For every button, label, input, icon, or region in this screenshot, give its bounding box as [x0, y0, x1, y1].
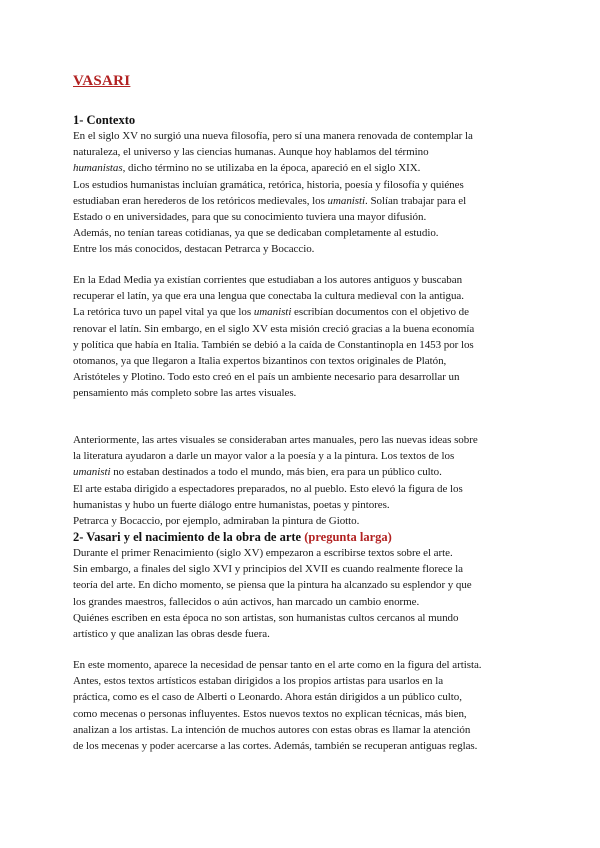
text-line — [73, 160, 535, 176]
text-run: teoría del arte. En dicho momento, se piensa que la pintura ha alcanzado su esplendor y que — [73, 579, 472, 592]
text-line — [73, 497, 535, 513]
text-run: Anteriormente, las artes visuales se consideraban artes manuales, pero las nuevas ideas sobre — [73, 434, 478, 446]
text-run: Petrarca y Bocaccio, por ejemplo, admiraban la pintura de Giotto. — [73, 514, 360, 527]
text-line — [73, 706, 535, 722]
text-line — [73, 626, 535, 642]
text-line — [73, 385, 535, 401]
text-line — [73, 448, 535, 464]
text-line — [73, 193, 535, 209]
text-run: Antes, estos textos artísticos estaban dirigidos a los propios artistas para usarlos en la — [73, 675, 444, 688]
italic-term: umanisti — [253, 306, 292, 319]
text-line — [73, 722, 535, 738]
section-heading-2 — [73, 530, 392, 545]
document-title: VASARI — [73, 73, 131, 89]
text-run: . Solían trabajar para el — [365, 194, 467, 207]
text-run: de los mecenas y poder acercarse a las cortes. Además, también se recuperan antiguas reglas. — [73, 739, 478, 752]
text-line — [73, 738, 535, 754]
italic-term: umanisti — [327, 194, 366, 207]
text-line — [73, 304, 535, 320]
text-run: no estaban destinados a todo el mundo, más bien, era para un público culto. — [110, 466, 442, 479]
section-heading-tag: (pregunta larga) — [304, 530, 392, 544]
text-line — [73, 481, 535, 497]
text-run: Estado o en universidades, para que su conocimiento tuviera una mayor difusión. — [73, 210, 427, 223]
text-run: Los estudios humanistas incluían gramática, retórica, historia, poesía y filosofía y quiénes — [73, 178, 464, 191]
text-run: los grandes maestros, fallecidos o aún activos, han marcado un cambio enorme. — [73, 595, 420, 608]
text-line — [73, 353, 535, 369]
section-heading-text: 1- Contexto — [73, 113, 136, 127]
text-line — [73, 225, 535, 241]
section-heading-text: 2- Vasari y el nacimiento de la obra de arte — [73, 530, 302, 544]
text-line — [73, 321, 535, 337]
text-run: recuperar el latín, ya que era una lengua que conectaba la cultura medieval con la antigua. — [73, 290, 464, 303]
text-run: como mecenas o personas influyentes. Estos nuevos textos no explican técnicas, más bien, — [73, 707, 467, 720]
text-line — [73, 594, 535, 610]
section-2-paragraph-1 — [73, 545, 535, 642]
text-run: Quiénes escriben en esta época no son artistas, son humanistas cultos cercanos al mundo — [73, 611, 459, 624]
text-line — [73, 337, 535, 353]
text-line — [73, 209, 535, 225]
text-line — [73, 432, 535, 448]
text-line — [73, 561, 535, 577]
text-line — [73, 128, 535, 144]
text-line — [73, 513, 535, 529]
text-run: , dicho término no se utilizaba en la época, apareció en el siglo XIX. — [122, 162, 421, 175]
text-run: artístico y que analizan las obras desde fuera. — [73, 627, 270, 640]
text-line — [73, 464, 535, 480]
text-line — [73, 689, 535, 705]
text-run: El arte estaba dirigido a espectadores preparados, no al pueblo. Esto elevó la figura de los — [73, 482, 463, 495]
text-run: Además, no tenían tareas cotidianas, ya que se dedicaban completamente al estudio. — [73, 227, 439, 240]
text-run: y política que había en Italia. También se debió a la caída de Constantinopla en 1453 por los — [73, 338, 474, 351]
section-1-paragraph-1 — [73, 128, 535, 258]
italic-term: humanistas — [73, 162, 123, 175]
text-line — [73, 369, 535, 385]
text-run: otomanos, ya que llegaron a Italia expertos bizantinos con textos originales de Platón, — [73, 354, 447, 367]
text-run: estudiaban eran herederos de los retóricos medievales, los — [73, 194, 328, 207]
text-line — [73, 657, 535, 673]
text-line — [73, 610, 535, 626]
section-1-paragraph-2 — [73, 272, 535, 402]
text-run: analizan a los artistas. La intención de muchos autores con estas obras es llamar la atención — [73, 723, 471, 736]
section-heading-1 — [73, 113, 135, 128]
section-2-paragraph-2 — [73, 657, 535, 754]
section-1-paragraph-3 — [73, 432, 535, 529]
text-run: Entre los más conocidos, destacan Petrarca y Bocaccio. — [73, 243, 315, 256]
text-line — [73, 577, 535, 593]
text-run: pensamiento más completo sobre las artes visuales. — [73, 387, 297, 400]
text-run: escribían documentos con el objetivo de — [291, 306, 469, 319]
text-run: humanistas y hubo un fuerte diálogo entre humanistas, poetas y pintores. — [73, 498, 390, 511]
text-line — [73, 177, 535, 193]
text-run: renovar el latín. Sin embargo, en el siglo XV esta misión creció gracias a la buena economía — [73, 322, 475, 335]
text-run: En el siglo XV no surgió una nueva filosofía, pero sí una manera renovada de contemplar la — [73, 130, 473, 142]
text-run: En este momento, aparece la necesidad de pensar tanto en el arte como en la figura del artista. — [73, 659, 482, 671]
text-line — [73, 144, 535, 160]
text-run: la literatura ayudaron a darle un mayor valor a la poesía y a la pintura. Los textos de los — [73, 450, 455, 463]
text-run: práctica, como es el caso de Alberti o Leonardo. Ahora están dirigidos a un público culto, — [73, 691, 462, 704]
text-run: Durante el primer Renacimiento (siglo XV) empezaron a escribirse textos sobre el arte. — [73, 547, 453, 559]
text-line — [73, 545, 535, 561]
text-line — [73, 673, 535, 689]
italic-term: umanisti — [73, 466, 111, 479]
text-line — [73, 272, 535, 288]
text-run: Aristóteles y Plotino. Todo esto creó en el país un ambiente necesario para desarrollar un — [73, 371, 460, 384]
text-run: La retórica tuvo un papel vital ya que los — [73, 306, 254, 319]
text-run: naturaleza, el universo y las ciencias humanas. Aunque hoy hablamos del término — [73, 146, 429, 159]
text-line — [73, 241, 535, 257]
text-run: Sin embargo, a finales del siglo XVI y principios del XVII es cuando realmente florece la — [73, 563, 463, 576]
text-line — [73, 288, 535, 304]
text-run: En la Edad Media ya existían corrientes que estudiaban a los autores antiguos y buscaban — [73, 274, 463, 286]
